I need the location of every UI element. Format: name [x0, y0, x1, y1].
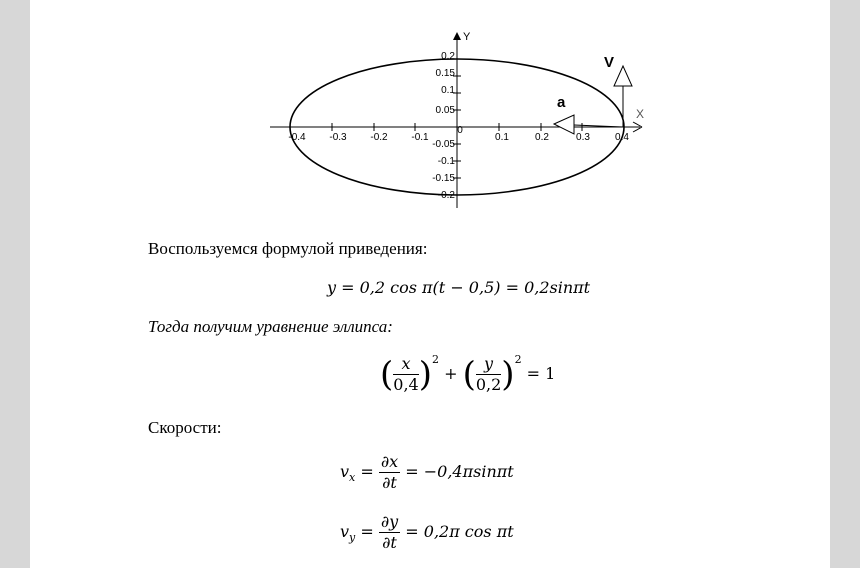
vx-equals: =: [360, 462, 374, 481]
vx-subscript: x: [349, 471, 356, 485]
ellipse-y-num: y: [476, 354, 501, 375]
ellipse-x-power: 2: [431, 352, 439, 366]
y-tick-label: 0.2: [441, 51, 455, 62]
x-ticks: [288, 123, 629, 143]
ellipse-y-den: 0,2: [475, 375, 502, 394]
vy-equals: =: [360, 522, 374, 541]
x-tick-label: -0.1: [411, 132, 429, 143]
x-tick-label: 0.3: [576, 132, 590, 143]
x-tick-label: 0.2: [535, 132, 549, 143]
x-tick-label: 0.1: [495, 132, 509, 143]
vx-symbol: v: [340, 462, 350, 481]
x-tick-label: 0: [457, 125, 463, 136]
ellipse-rhs: = 1: [526, 364, 556, 383]
x-tick-label: -0.2: [370, 132, 388, 143]
vx-den: ∂t: [382, 473, 397, 492]
x-tick-label: 0.4: [615, 132, 629, 143]
vy-rhs: = 0,2π cos πt: [405, 522, 514, 541]
y-tick-label: 0.05: [435, 105, 455, 116]
y-tick-label: -0.2: [437, 190, 455, 201]
y-axis-label: Y: [463, 31, 471, 43]
vx-num: ∂x: [380, 452, 399, 471]
paragraph-ellipse-equation: Тогда получим уравнение эллипса:: [148, 317, 393, 336]
y-tick-label: -0.15: [432, 173, 455, 184]
y-axis-arrow: [453, 32, 461, 40]
equation-vy: [340, 512, 514, 553]
acceleration-arrowhead: [554, 115, 574, 134]
paragraph-velocities: Скорости:: [148, 418, 222, 437]
left-margin-strip: [0, 0, 30, 568]
paragraph-reduction-formula: Воспользуемся формулой приведения:: [148, 239, 428, 258]
x-axis-label: X: [636, 107, 645, 121]
ellipse-x-den: 0,4: [393, 375, 419, 394]
right-margin-strip: [830, 0, 860, 568]
equation-ellipse: ( $\frac{x}{0,4}$ )$^2$ + ( $\frac{y}{0,2}$ )$^2$ = 1: [380, 352, 556, 395]
x-tick-label: -0.4: [288, 132, 306, 143]
equation-vx: [340, 452, 514, 493]
ellipse-y-power: 2: [514, 352, 522, 366]
ellipse-figure: [262, 28, 662, 218]
vx-rhs: = −0,4πsinπt: [405, 462, 514, 481]
acceleration-label: a: [557, 94, 566, 111]
x-tick-label: -0.3: [329, 132, 347, 143]
vy-num: ∂y: [380, 512, 399, 531]
y-tick-label: -0.05: [432, 139, 455, 150]
vy-den: ∂t: [382, 533, 397, 552]
y-tick-label: -0.1: [437, 156, 455, 167]
ellipse-plus: +: [444, 364, 458, 383]
velocity-arrowhead: [614, 66, 632, 86]
vy-symbol: v: [340, 522, 350, 541]
y-tick-label: 0.1: [441, 85, 455, 96]
y-tick-label: 0.15: [435, 68, 455, 79]
velocity-label: V: [604, 54, 615, 71]
equation-y: y = 0,2 cos π(t − 0,5) = 0,2sinπt: [327, 278, 591, 297]
ellipse-x-num: x: [393, 354, 418, 375]
vy-subscript: y: [349, 531, 356, 545]
